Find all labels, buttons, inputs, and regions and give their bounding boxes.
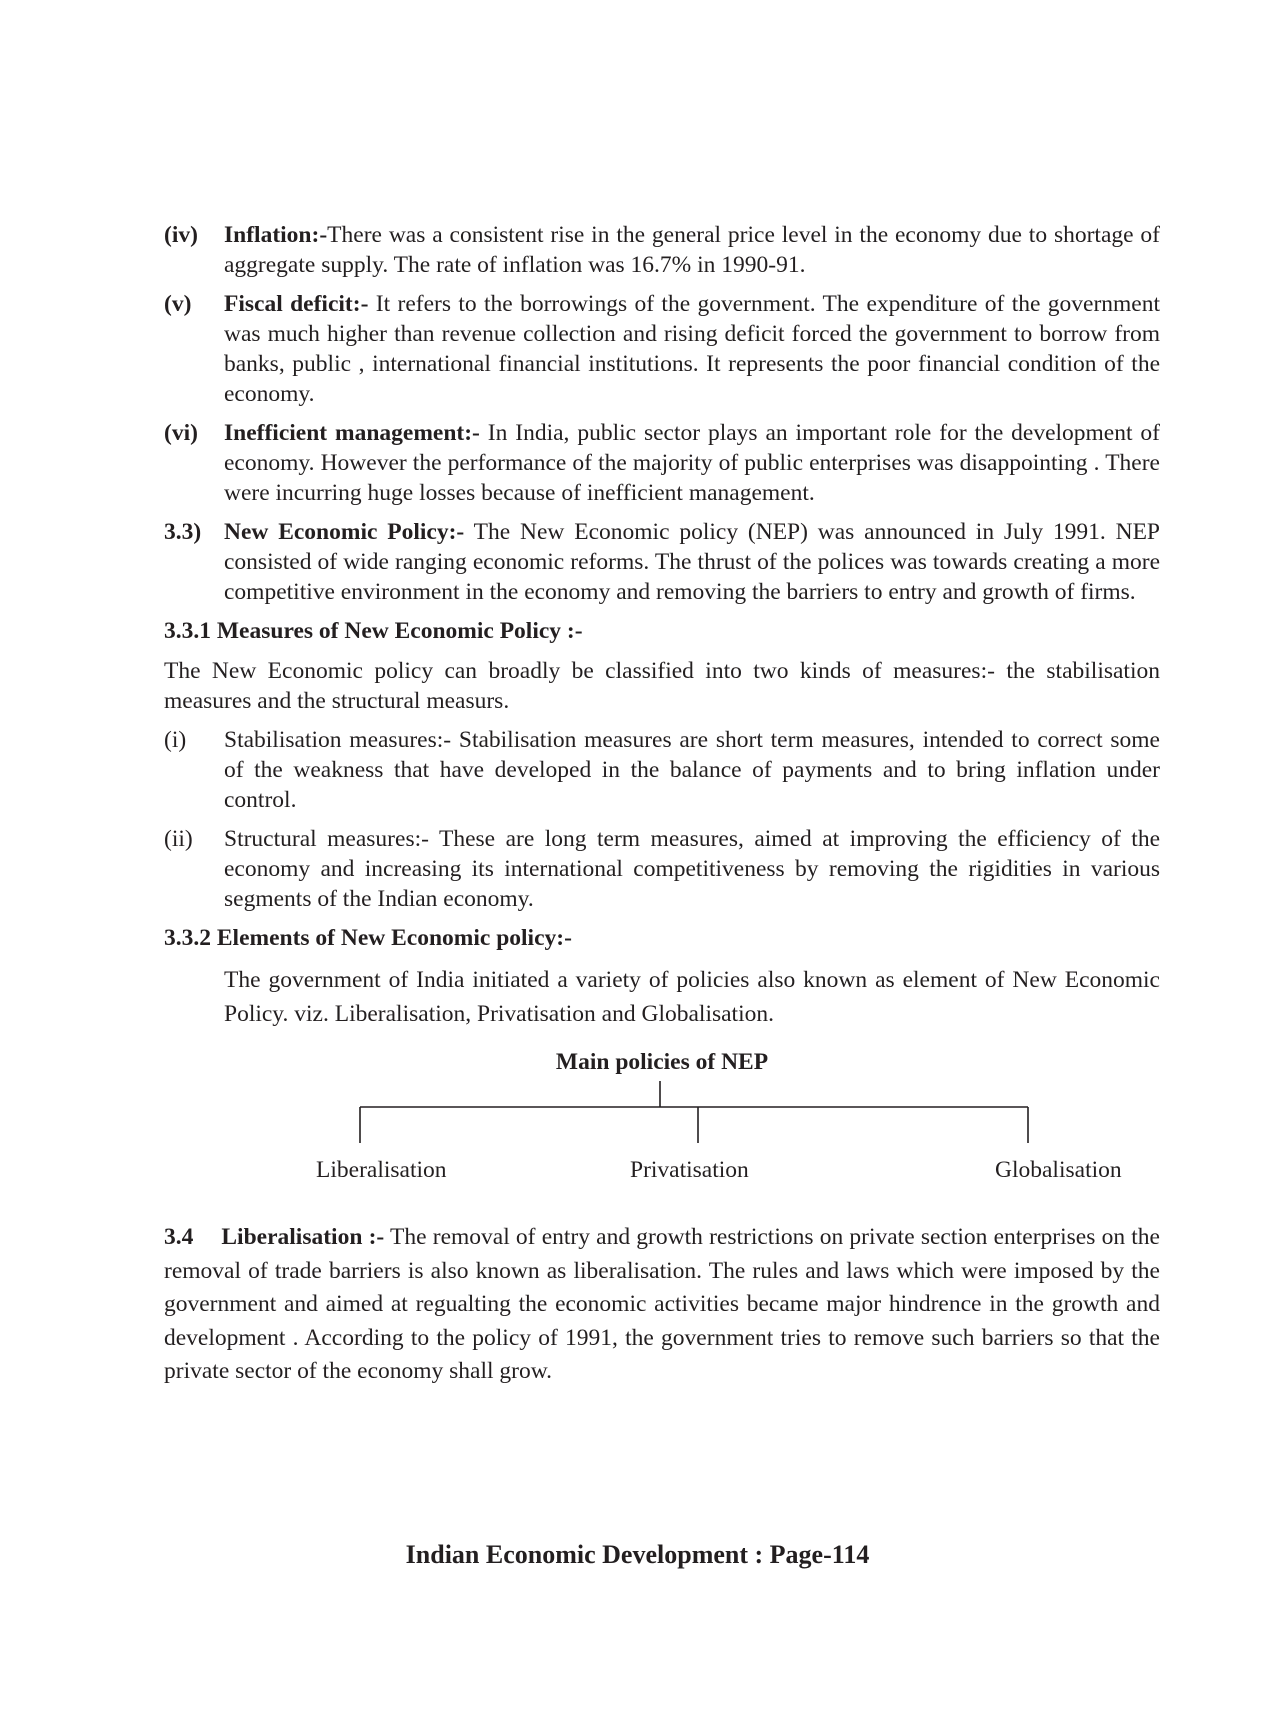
elements-text: The government of India initiated a variety of policies also known as element of New Economic Policy. viz. Liberalisation, Privatisation and Globalisation.	[224, 967, 1160, 1027]
item-body	[224, 418, 1160, 508]
nep-policies-diagram	[164, 1039, 1160, 1209]
diagram-node-privatisation: Privatisation	[630, 1157, 749, 1183]
item-title: Inflation:-	[224, 222, 328, 248]
item-number: (vi)	[164, 420, 198, 446]
section-text: The removal of entry and growth restrictions on private section enterprises on the removal of trade barriers is also known as liberalisation. The rules and laws which were imposed by the government and aimed at regualting the economic activities became major hindrence in the growth and development . According to the policy of 1991, the government tries to remove such barriers so that the private sector of the economy shall grow.	[164, 1224, 1160, 1384]
item-number: (v)	[164, 291, 192, 317]
item-number: (i)	[164, 727, 187, 753]
item-title: Inefficient management:-	[224, 420, 480, 446]
section-liberalisation	[164, 1221, 1160, 1389]
item-number: (iv)	[164, 222, 198, 248]
page-content	[164, 220, 1160, 1389]
diagram-node-liberalisation: Liberalisation	[316, 1157, 447, 1183]
section-title: Liberalisation :-	[221, 1224, 385, 1250]
list-item-fiscal-deficit	[164, 289, 1160, 409]
measures-heading: 3.3.1 Measures of New Economic Policy :-	[164, 618, 583, 644]
list-item-inefficient-management	[164, 418, 1160, 508]
section-title: New Economic Policy:-	[224, 519, 465, 545]
diagram-node-globalisation: Globalisation	[995, 1157, 1122, 1183]
section-body	[224, 517, 1160, 607]
item-text: There was a consistent rise in the general price level in the economy due to shortage of aggregate supply. The rate of inflation was 16.7% in 1990-91.	[224, 222, 1160, 278]
page-footer: Indian Economic Development : Page-114	[405, 1540, 870, 1569]
item-title: Fiscal deficit:-	[224, 291, 369, 317]
item-text: Stabilisation measures:- Stabilisation measures are short term measures, intended to correct some of the weakness that have developed in the balance of payments and to bring inflation under control.	[224, 727, 1160, 813]
item-text: Structural measures:- These are long term measures, aimed at improving the efficiency of the economy and increasing its international competitiveness by removing the rigidities in various segments of the Indian economy.	[224, 826, 1160, 912]
elements-heading: 3.3.2 Elements of New Economic policy:-	[164, 925, 572, 951]
list-item-stabilisation	[164, 725, 1160, 815]
section-text: The New Economic policy (NEP) was announced in July 1991. NEP consisted of wide ranging economic reforms. The thrust of the polices was towards creating a more competitive environment in the economy and removing the barriers to entry and growth of firms.	[224, 519, 1161, 605]
item-text: It refers to the borrowings of the government. The expenditure of the government was much higher than revenue collection and rising deficit forced the government to borrow from banks, public , international financial institutions. It represents the poor financial condition of the economy.	[224, 291, 1161, 407]
list-item-structural	[164, 824, 1160, 914]
item-number: (ii)	[164, 826, 193, 852]
section-number: 3.3)	[164, 519, 202, 545]
section-new-economic-policy	[164, 517, 1160, 607]
list-item-inflation	[164, 220, 1160, 280]
item-text: In India, public sector plays an important role for the development of economy. However the performance of the majority of public enterprises was disappointing . There were incurring huge losses because of inefficient management.	[224, 420, 1160, 506]
section-number: 3.4	[164, 1224, 194, 1250]
diagram-title: Main policies of NEP	[555, 1049, 769, 1075]
item-body	[224, 289, 1160, 409]
item-body	[224, 220, 1160, 280]
measures-intro: The New Economic policy can broadly be classified into two kinds of measures:- the stabilisation measures and the structural measurs.	[164, 658, 1160, 714]
